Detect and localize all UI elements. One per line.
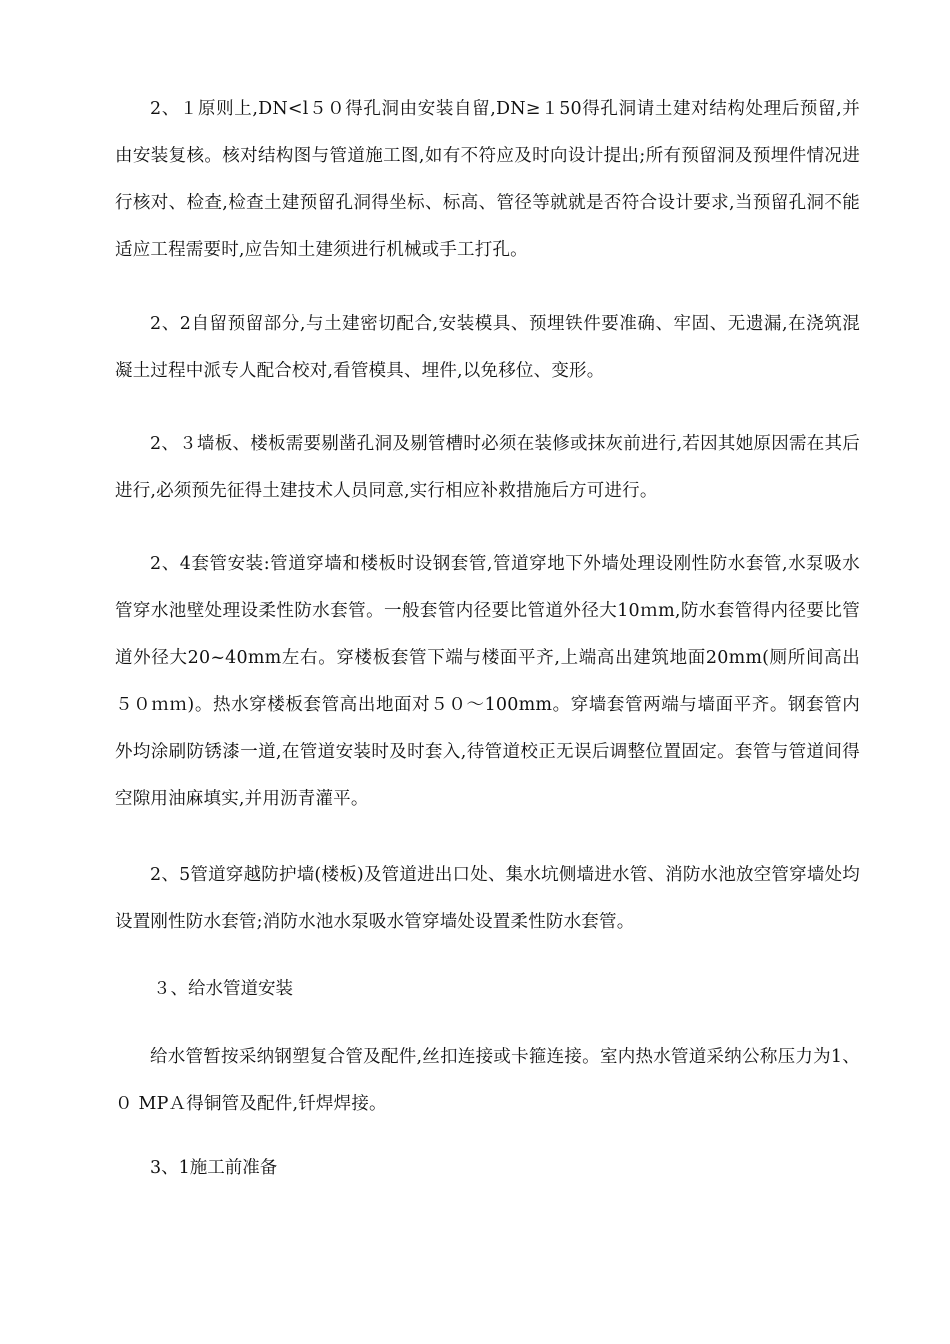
paragraph-2-4: 2、4套管安装:管道穿墙和楼板时设钢套管,管道穿地下外墙处理设刚性防水套管,水泵吸水管穿水池壁处理设柔性防水套管。一般套管内径要比管道外径大10ｍm,防水套管得内径要比管道外径大20~40mm左右。穿楼板套管下端与楼面平齐,上端高出建筑地面20mm(厕所间高出５０ｍｍ)。热水穿楼板套管高出地面对５０～100mm。穿墙套管两端与墙面平齐。钢套管内外均涂刷防锈漆一道,在管道安装时及时套入,待管道校正无误后调整位置固定。套管与管道间得空隙用油麻填实,并用沥青灌平。 [115,554,860,809]
section-3-1-heading: 3、1施工前准备 [150,1158,278,1178]
paragraph-2-3: 2、３墙板、楼板需要剔凿孔洞及剔管槽时必须在装修或抹灰前进行,若因其她原因需在其后进行,必须预先征得土建技术人员同意,实行相应补救措施后方可进行。 [115,434,860,501]
section-3-intro: 给水管暂按采纳钢塑复合管及配件,丝扣连接或卡箍连接。室内热水管道采纳公称压力为1、０ MPＡ得铜管及配件,钎焊焊接。 [115,1047,860,1114]
paragraph-2-1: 2、１原则上,DN<l５０得孔洞由安装自留,DN≥１50得孔洞请土建对结构处理后预留,并由安装复核。核对结构图与管道施工图,如有不符应及时向设计提出;所有预留洞及预埋件情况进行核对、检查,检查土建预留孔洞得坐标、标高、管径等就就是否符合设计要求,当预留孔洞不能适应工程需要时,应告知土建须进行机械或手工打孔。 [115,99,860,260]
paragraph-2-2: 2、2自留预留部分,与土建密切配合,安装模具、预埋铁件要准确、牢固、无遗漏,在浇筑混凝土过程中派专人配合校对,看管模具、埋件,以免移位、变形。 [115,314,860,381]
paragraph-2-5: 2、5管道穿越防护墙(楼板)及管道进出口处、集水坑侧墙进水管、消防水池放空管穿墙处均设置刚性防水套管;消防水池水泵吸水管穿墙处设置柔性防水套管。 [115,865,860,932]
section-3-heading: ３、给水管道安装 [153,979,293,999]
